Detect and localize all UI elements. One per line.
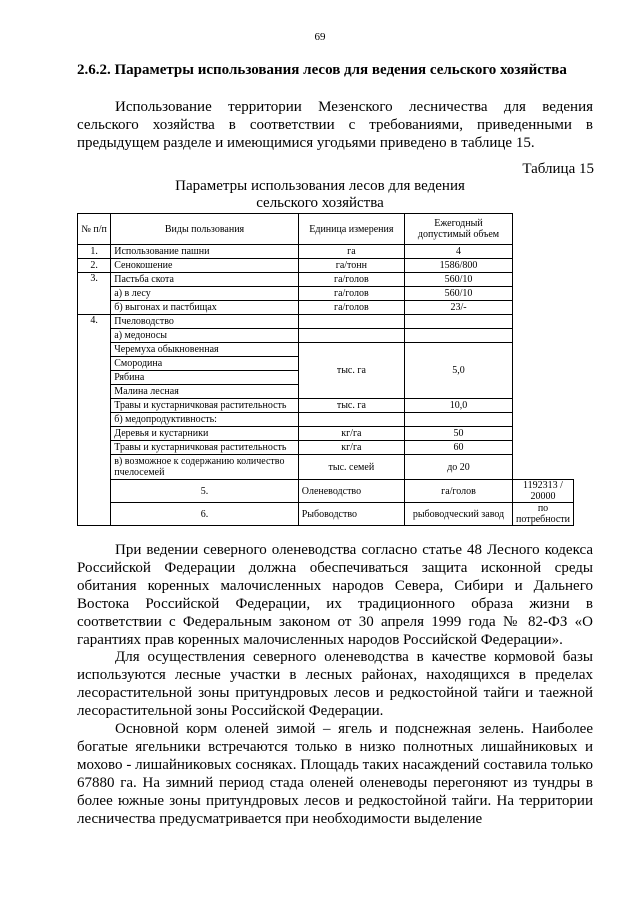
row-volume: 1192313 / 20000 [513, 480, 574, 503]
header-kind: Виды пользования [111, 214, 298, 245]
table-row [78, 245, 574, 259]
header-unit: Единица измерения [298, 214, 404, 245]
row-kind: Рыбоводство [298, 503, 404, 526]
row-volume: 10,0 [405, 399, 513, 413]
row-num: 5. [111, 480, 298, 503]
table-row [78, 287, 574, 301]
row-kind: в) возможное к содержанию количество пчелосемей [111, 455, 298, 480]
table-row [78, 343, 574, 357]
row-volume: 5,0 [405, 343, 513, 399]
row-volume: 560/10 [405, 287, 513, 301]
row-volume: до 20 [405, 455, 513, 480]
usage-parameters-table [77, 213, 574, 526]
table-row [78, 413, 574, 427]
table-row [78, 315, 574, 329]
table-row [78, 427, 574, 441]
table-header-row [78, 214, 574, 245]
row-volume: 4 [405, 245, 513, 259]
intro-paragraph: Использование территории Мезенского лесничества для ведения сельского хозяйства в соответствии с требованиями, приведенными в предыдущем разделе и имеющимися угодьями приведено в таблице 15. [77, 99, 593, 151]
row-num: 3. [78, 273, 111, 315]
row-kind: Деревья и кустарники [111, 427, 298, 441]
table-row [78, 259, 574, 273]
row-unit [298, 329, 404, 343]
row-unit: кг/га [298, 441, 404, 455]
row-num: 6. [111, 503, 298, 526]
table-row [78, 480, 574, 503]
header-num: № п/п [78, 214, 111, 245]
row-volume: 560/10 [405, 273, 513, 287]
table-row [78, 503, 574, 526]
table-caption [0, 178, 640, 212]
row-unit: га/тонн [298, 259, 404, 273]
table-row [78, 273, 574, 287]
row-volume: по потребности [513, 503, 574, 526]
row-kind: а) медоносы [111, 329, 298, 343]
paragraph-winter-forage: Основной корм оленей зимой – ягель и подснежная зелень. Наиболее богатые ягельники встречаются только в низко полнотных лишайниковых и мохово - лишайниковых сосняках. Площадь таких насаждений составила только 67880 га. На зимний период стада оленей оленеводы перегоняют из тундры в более южные зоны притундровых лесов и редкостойной тайги. На территории лесничества предусматривается при необходимости выделение [77, 721, 593, 827]
table-number: Таблица 15 [522, 161, 594, 177]
row-kind: Травы и кустарничковая растительность [111, 399, 298, 413]
row-kind: Оленеводство [298, 480, 404, 503]
row-kind: б) выгонах и пастбищах [111, 301, 298, 315]
row-num: 1. [78, 245, 111, 259]
table-caption-line1: Параметры использования лесов для ведения [175, 178, 465, 194]
row-unit [298, 413, 404, 427]
row-num: 4. [78, 315, 111, 526]
row-unit [298, 315, 404, 329]
table-row [78, 301, 574, 315]
header-volume: Ежегодный допустимый объем [405, 214, 513, 245]
row-volume: 50 [405, 427, 513, 441]
row-unit: тыс. га [298, 399, 404, 413]
table-caption-line2: сельского хозяйства [256, 195, 384, 211]
section-heading: 2.6.2. Параметры использования лесов для ведения сельского хозяйства [77, 62, 567, 78]
row-kind: Сенокошение [111, 259, 298, 273]
row-volume: 1586/800 [405, 259, 513, 273]
paragraph-forage-base: Для осуществления северного оленеводства в качестве кормовой базы используются лесные участки в лесных районах, находящихся в пределах лесорастительной зоны притундровых лесов и редкостойной тайги и таежной лесорастительной зоны Российской Федерации. [77, 649, 593, 719]
row-volume [405, 329, 513, 343]
row-volume: 23/- [405, 301, 513, 315]
row-unit: кг/га [298, 427, 404, 441]
row-kind: Пастьба скота [111, 273, 298, 287]
row-kind: Черемуха обыкновенная [111, 343, 298, 357]
row-unit: га [298, 245, 404, 259]
row-volume [405, 413, 513, 427]
table-row [78, 399, 574, 413]
row-unit: га/голов [298, 273, 404, 287]
table-row [78, 455, 574, 480]
row-kind: Использование пашни [111, 245, 298, 259]
row-kind: Рябина [111, 371, 298, 385]
row-volume [405, 315, 513, 329]
row-kind: Смородина [111, 357, 298, 371]
row-unit: рыбоводческий завод [405, 503, 513, 526]
row-unit: тыс. семей [298, 455, 404, 480]
row-unit: га/голов [298, 301, 404, 315]
row-kind: б) медопродуктивность: [111, 413, 298, 427]
table-row [78, 441, 574, 455]
row-volume: 60 [405, 441, 513, 455]
row-kind: Малина лесная [111, 385, 298, 399]
page-number: 69 [314, 31, 326, 43]
row-unit: га/голов [405, 480, 513, 503]
row-unit: тыс. га [298, 343, 404, 399]
row-unit: га/голов [298, 287, 404, 301]
table-row [78, 329, 574, 343]
paragraph-reindeer-law: При ведении северного оленеводства согласно статье 48 Лесного кодекса Российской Федерации должна обеспечиваться защита исконной среды обитания коренных малочисленных народов Севера, Сибири и Дальнего Востока Российской Федерации, их традиционного образа жизни в соответствии с Федеральным законом от 30 апреля 1999 года № 82-ФЗ «О гарантиях прав коренных малочисленных народов Российской Федерации». [77, 542, 593, 648]
row-kind: Травы и кустарничковая растительность [111, 441, 298, 455]
row-kind: Пчеловодство [111, 315, 298, 329]
row-num: 2. [78, 259, 111, 273]
row-kind: а) в лесу [111, 287, 298, 301]
